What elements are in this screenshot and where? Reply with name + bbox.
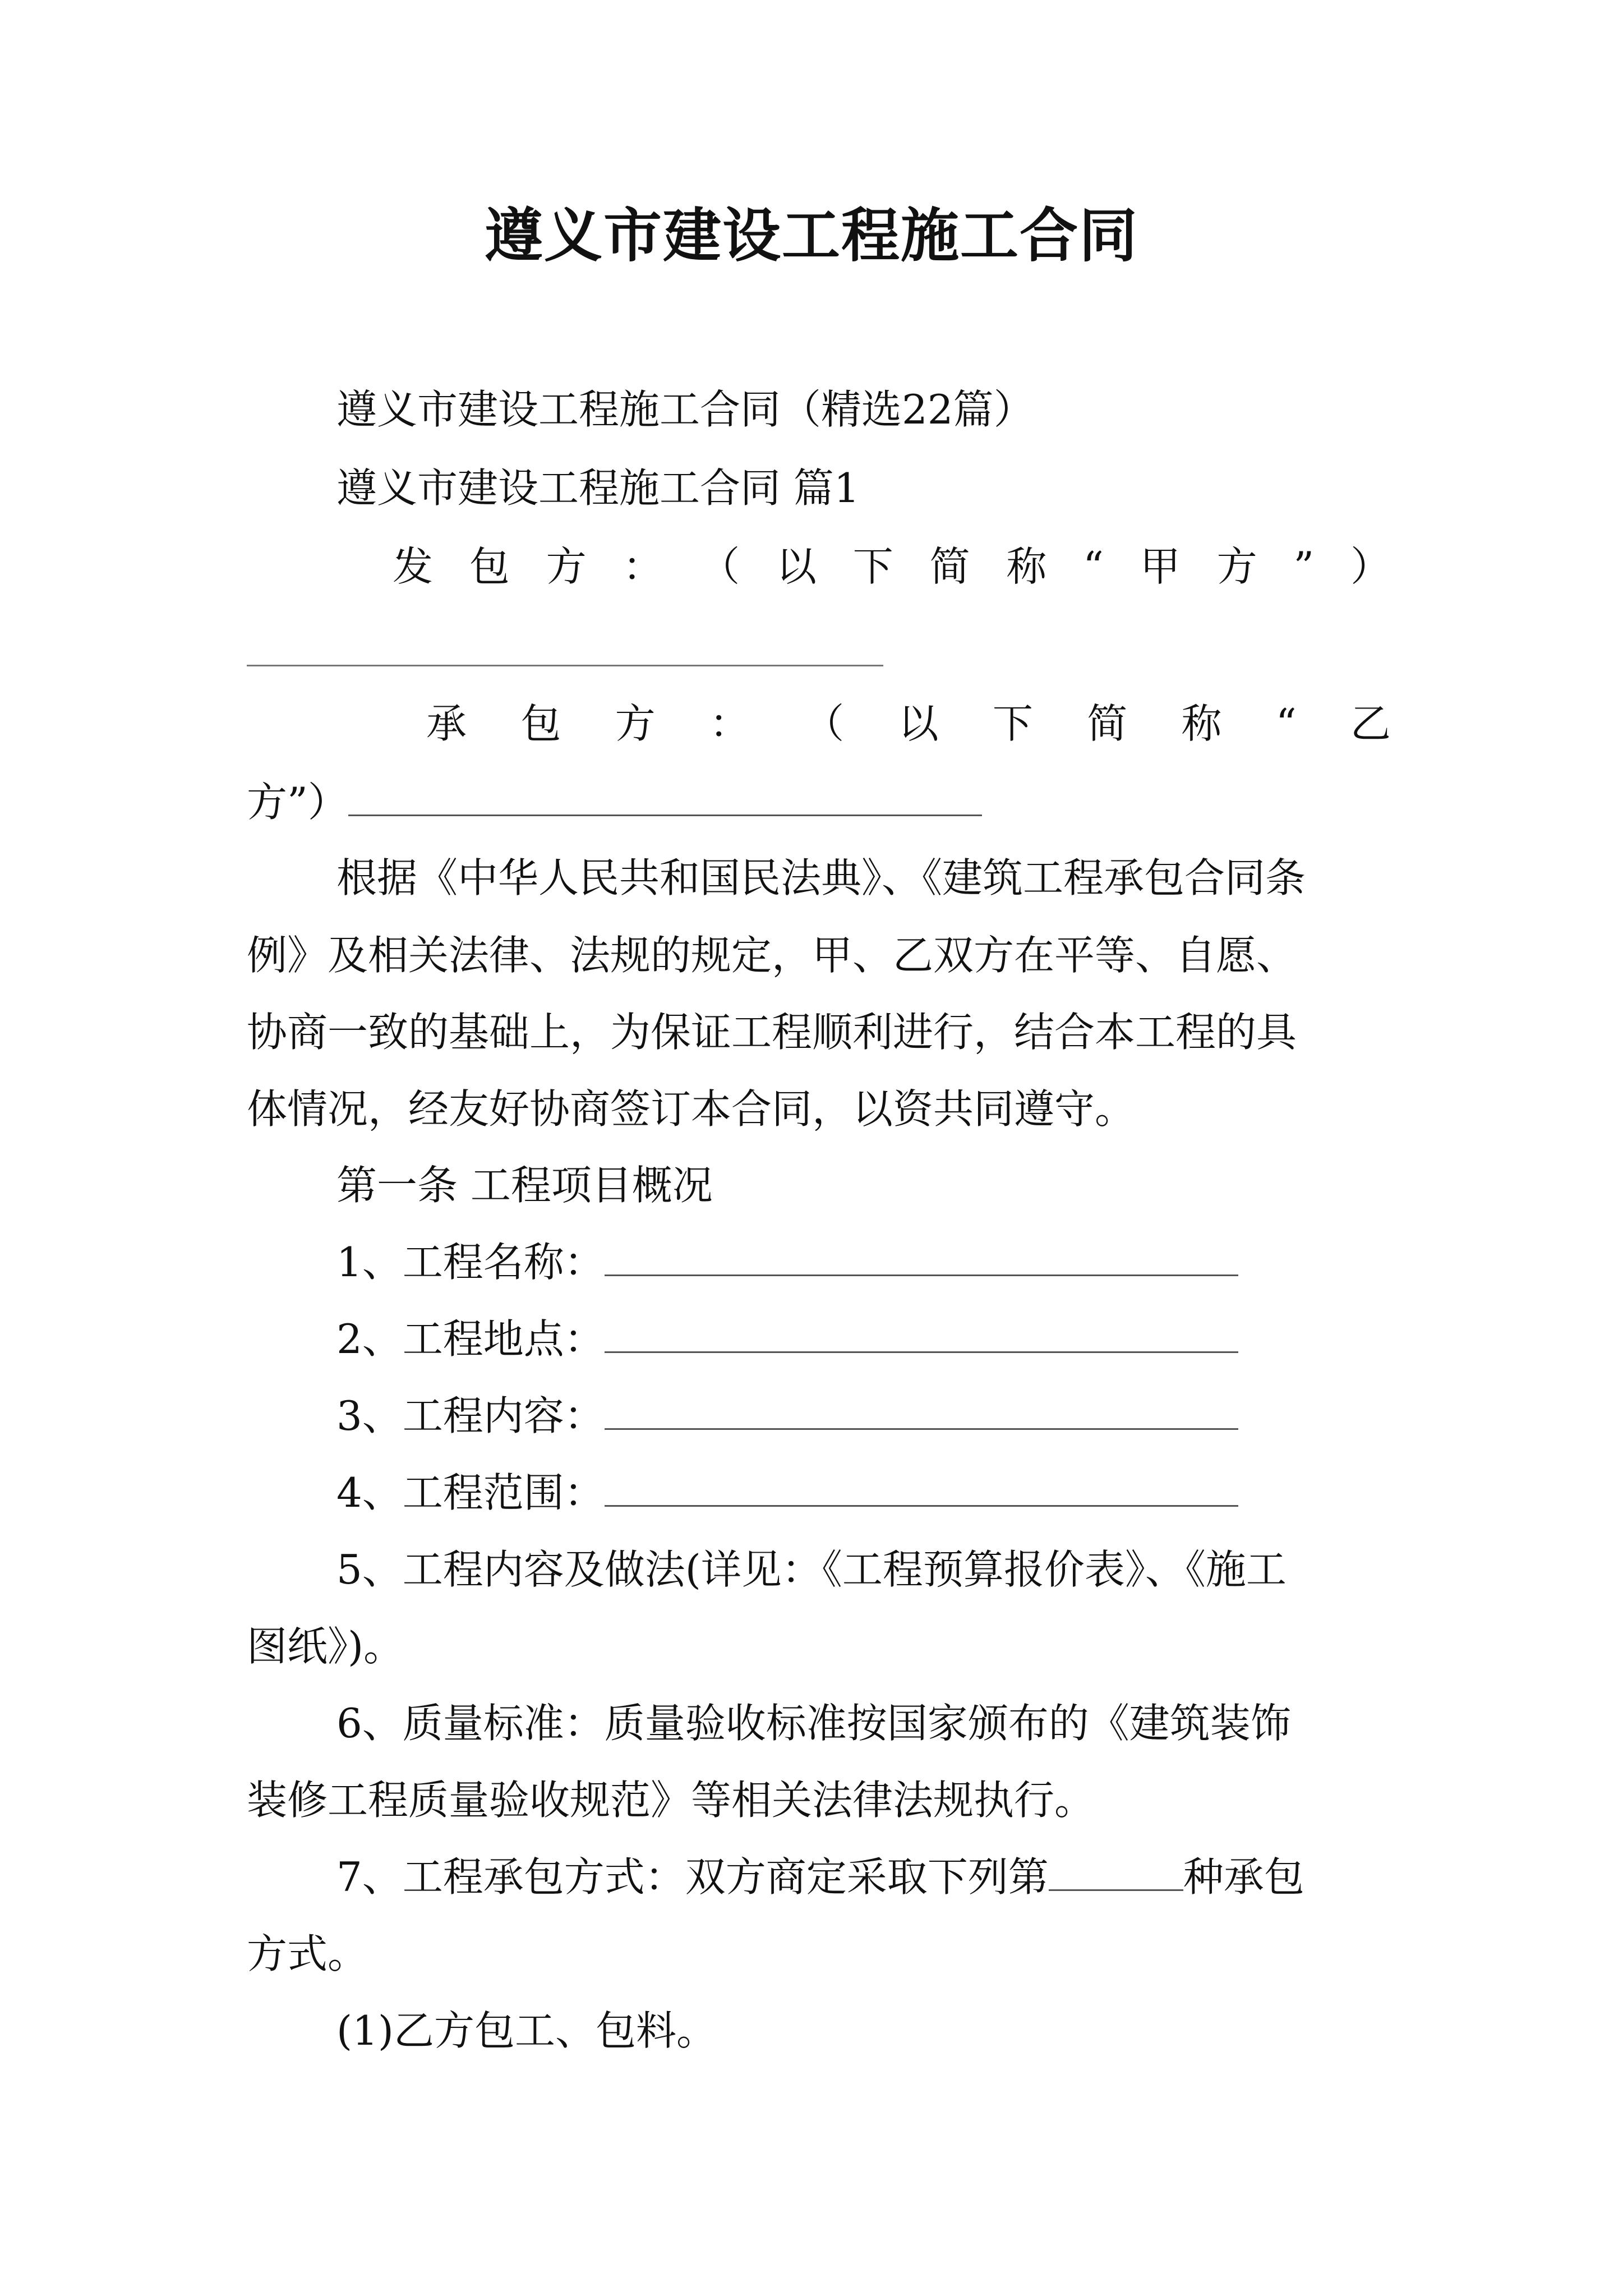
preamble-line-1: 根据《中华人民共和国民法典》、《建筑工程承包合同条 <box>336 854 1306 901</box>
item-7-line-1 <box>336 1849 1481 1905</box>
party-b-line-2 <box>247 774 1391 830</box>
party-b-tail: 方”） <box>247 779 348 826</box>
option-1: (1)乙方包工、包料。 <box>336 2007 717 2054</box>
section-heading: 遵义市建设工程施工合同 篇1 <box>336 464 860 512</box>
item-6-line-1: 6、质量标准：质量验收标准按国家颁布的《建筑装饰 <box>336 1700 1291 1747</box>
party-b-char: 方 <box>615 700 656 747</box>
party-a-char: 以 <box>776 543 817 590</box>
party-b-char: 乙 <box>1350 700 1391 747</box>
party-a-char: 称 <box>1006 543 1047 590</box>
article-1-heading: 第一条 工程项目概况 <box>336 1162 713 1209</box>
party-b-char: 以 <box>898 700 939 747</box>
party-a-char: 下 <box>852 543 893 590</box>
party-a-char: 方 <box>546 543 587 590</box>
party-a-char: “ <box>1083 543 1104 590</box>
item-project-name-label: 1、工程名称： <box>336 1239 605 1286</box>
item-5-line-1: 5、工程内容及做法(详见：《工程预算报价表》、《施工 <box>336 1546 1287 1593</box>
party-a-line <box>393 539 1391 595</box>
party-b-char: ： <box>709 700 750 747</box>
party-a-char: ” <box>1293 543 1315 590</box>
item-7-blank <box>1049 1850 1183 1891</box>
item-6-line-2: 装修工程质量验收规范》等相关法律法规执行。 <box>247 1777 1095 1824</box>
subtitle: 遵义市建设工程施工合同（精选22篇） <box>336 386 1034 433</box>
party-a-char: 甲 <box>1140 543 1181 590</box>
party-b-char: （ <box>804 700 845 747</box>
party-a-blank <box>247 665 883 666</box>
project-name-blank <box>605 1235 1238 1276</box>
party-a-char: 发 <box>393 543 434 590</box>
party-b-blank <box>348 775 982 816</box>
item-7-prefix: 7、工程承包方式：双方商定采取下列第 <box>336 1853 1049 1901</box>
party-a-char: ） <box>1350 543 1391 590</box>
party-a-char: 方 <box>1216 543 1257 590</box>
party-a-char: （ <box>699 543 740 590</box>
item-project-scope-label: 4、工程范围： <box>336 1469 605 1516</box>
item-7-line-2: 方式。 <box>247 1930 368 1977</box>
party-a-char: 包 <box>469 543 510 590</box>
item-project-name <box>336 1234 1481 1290</box>
party-b-char: 称 <box>1181 700 1222 747</box>
party-b-char: “ <box>1275 700 1297 747</box>
party-b-line <box>426 696 1391 752</box>
party-b-char: 包 <box>520 700 561 747</box>
party-b-char: 简 <box>1087 700 1128 747</box>
document-title: 遵义市建设工程施工合同 <box>484 201 1138 270</box>
item-project-content-label: 3、工程内容： <box>336 1392 605 1439</box>
item-project-scope <box>336 1465 1481 1521</box>
party-a-char: 简 <box>929 543 970 590</box>
project-location-blank <box>605 1312 1238 1353</box>
item-project-location <box>336 1311 1481 1367</box>
party-b-char: 下 <box>992 700 1033 747</box>
item-project-location-label: 2、工程地点： <box>336 1315 605 1363</box>
project-scope-blank <box>605 1466 1238 1507</box>
party-a-char: ： <box>623 543 663 590</box>
preamble-line-4: 体情况，经友好协商签订本合同，以资共同遵守。 <box>247 1085 1136 1133</box>
project-content-blank <box>605 1389 1238 1430</box>
item-project-content <box>336 1388 1481 1444</box>
preamble-line-3: 协商一致的基础上，为保证工程顺利进行，结合本工程的具 <box>247 1009 1297 1056</box>
party-b-char: 承 <box>426 700 467 747</box>
item-5-line-2: 图纸》)。 <box>247 1623 404 1670</box>
item-7-suffix: 种承包 <box>1183 1853 1304 1901</box>
preamble-line-2: 例》及相关法律、法规的规定，甲、乙双方在平等、自愿、 <box>247 932 1297 979</box>
